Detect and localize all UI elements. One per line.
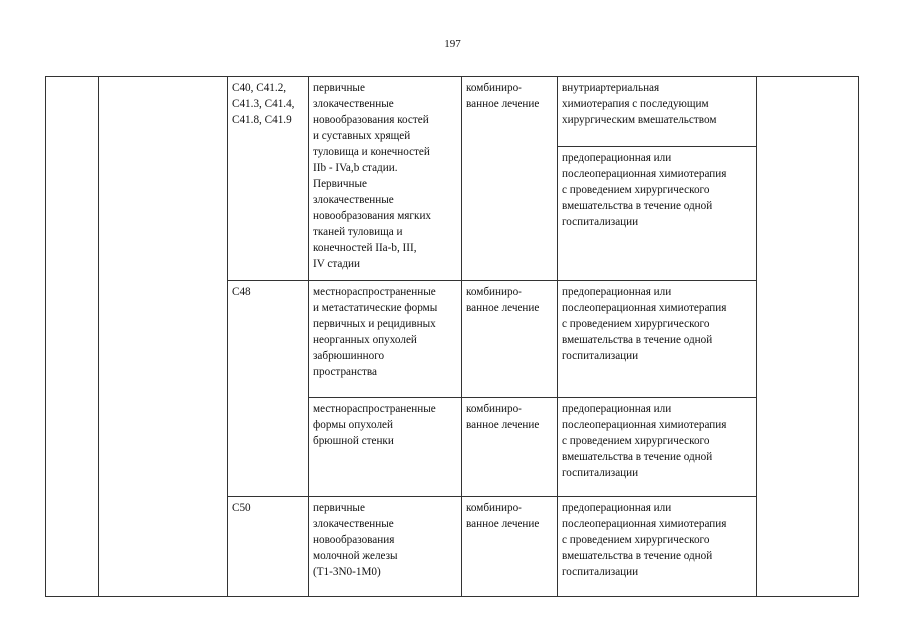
patient-model-cell: первичные злокачественные новообразования костей и суставных хрящей туловища и конечностей IIb - IVa,b стадии. Первичные злокачественные новообразования мягких тканей туловища и конечностей IIa-b, III, IV стадии (309, 77, 462, 281)
icd-codes-cell: C48 (228, 281, 309, 497)
patient-model-cell: местнораспространенные формы опухолей брюшной стенки (309, 398, 462, 497)
icd-codes-cell: C40, C41.2, C41.3, C41.4, C41.8, C41.9 (228, 77, 309, 281)
treatment-type-cell: комбиниро- ванное лечение (462, 77, 558, 281)
page-number: 197 (444, 38, 461, 50)
treatment-method-cell: предоперационная или послеоперационная химиотерапия с проведением хирургического вмешательства в течение одной госпитализации (558, 497, 757, 597)
patient-model-cell: местнораспространенные и метастатические формы первичных и рецидивных неорганных опухолей забрюшинного пространства (309, 281, 462, 398)
table-row (46, 77, 859, 147)
intervention-name-cell (99, 77, 228, 597)
treatment-method-cell: предоперационная или послеоперационная химиотерапия с проведением хирургического вмешательства в течение одной госпитализации (558, 147, 757, 281)
cost-cell (757, 77, 859, 597)
treatment-method-cell: предоперационная или послеоперационная химиотерапия с проведением хирургического вмешательства в течение одной госпитализации (558, 281, 757, 398)
medical-care-table (45, 76, 859, 597)
treatment-type-cell: комбиниро- ванное лечение (462, 497, 558, 597)
treatment-method-cell: предоперационная или послеоперационная химиотерапия с проведением хирургического вмешательства в течение одной госпитализации (558, 398, 757, 497)
patient-model-cell: первичные злокачественные новообразования молочной железы (T1-3N0-1M0) (309, 497, 462, 597)
icd-codes-cell: C50 (228, 497, 309, 597)
row-number-cell (46, 77, 99, 597)
treatment-method-cell: внутриартериальная химиотерапия с последующим хирургическим вмешательством (558, 77, 757, 147)
treatment-type-cell: комбиниро- ванное лечение (462, 398, 558, 497)
treatment-type-cell: комбиниро- ванное лечение (462, 281, 558, 398)
